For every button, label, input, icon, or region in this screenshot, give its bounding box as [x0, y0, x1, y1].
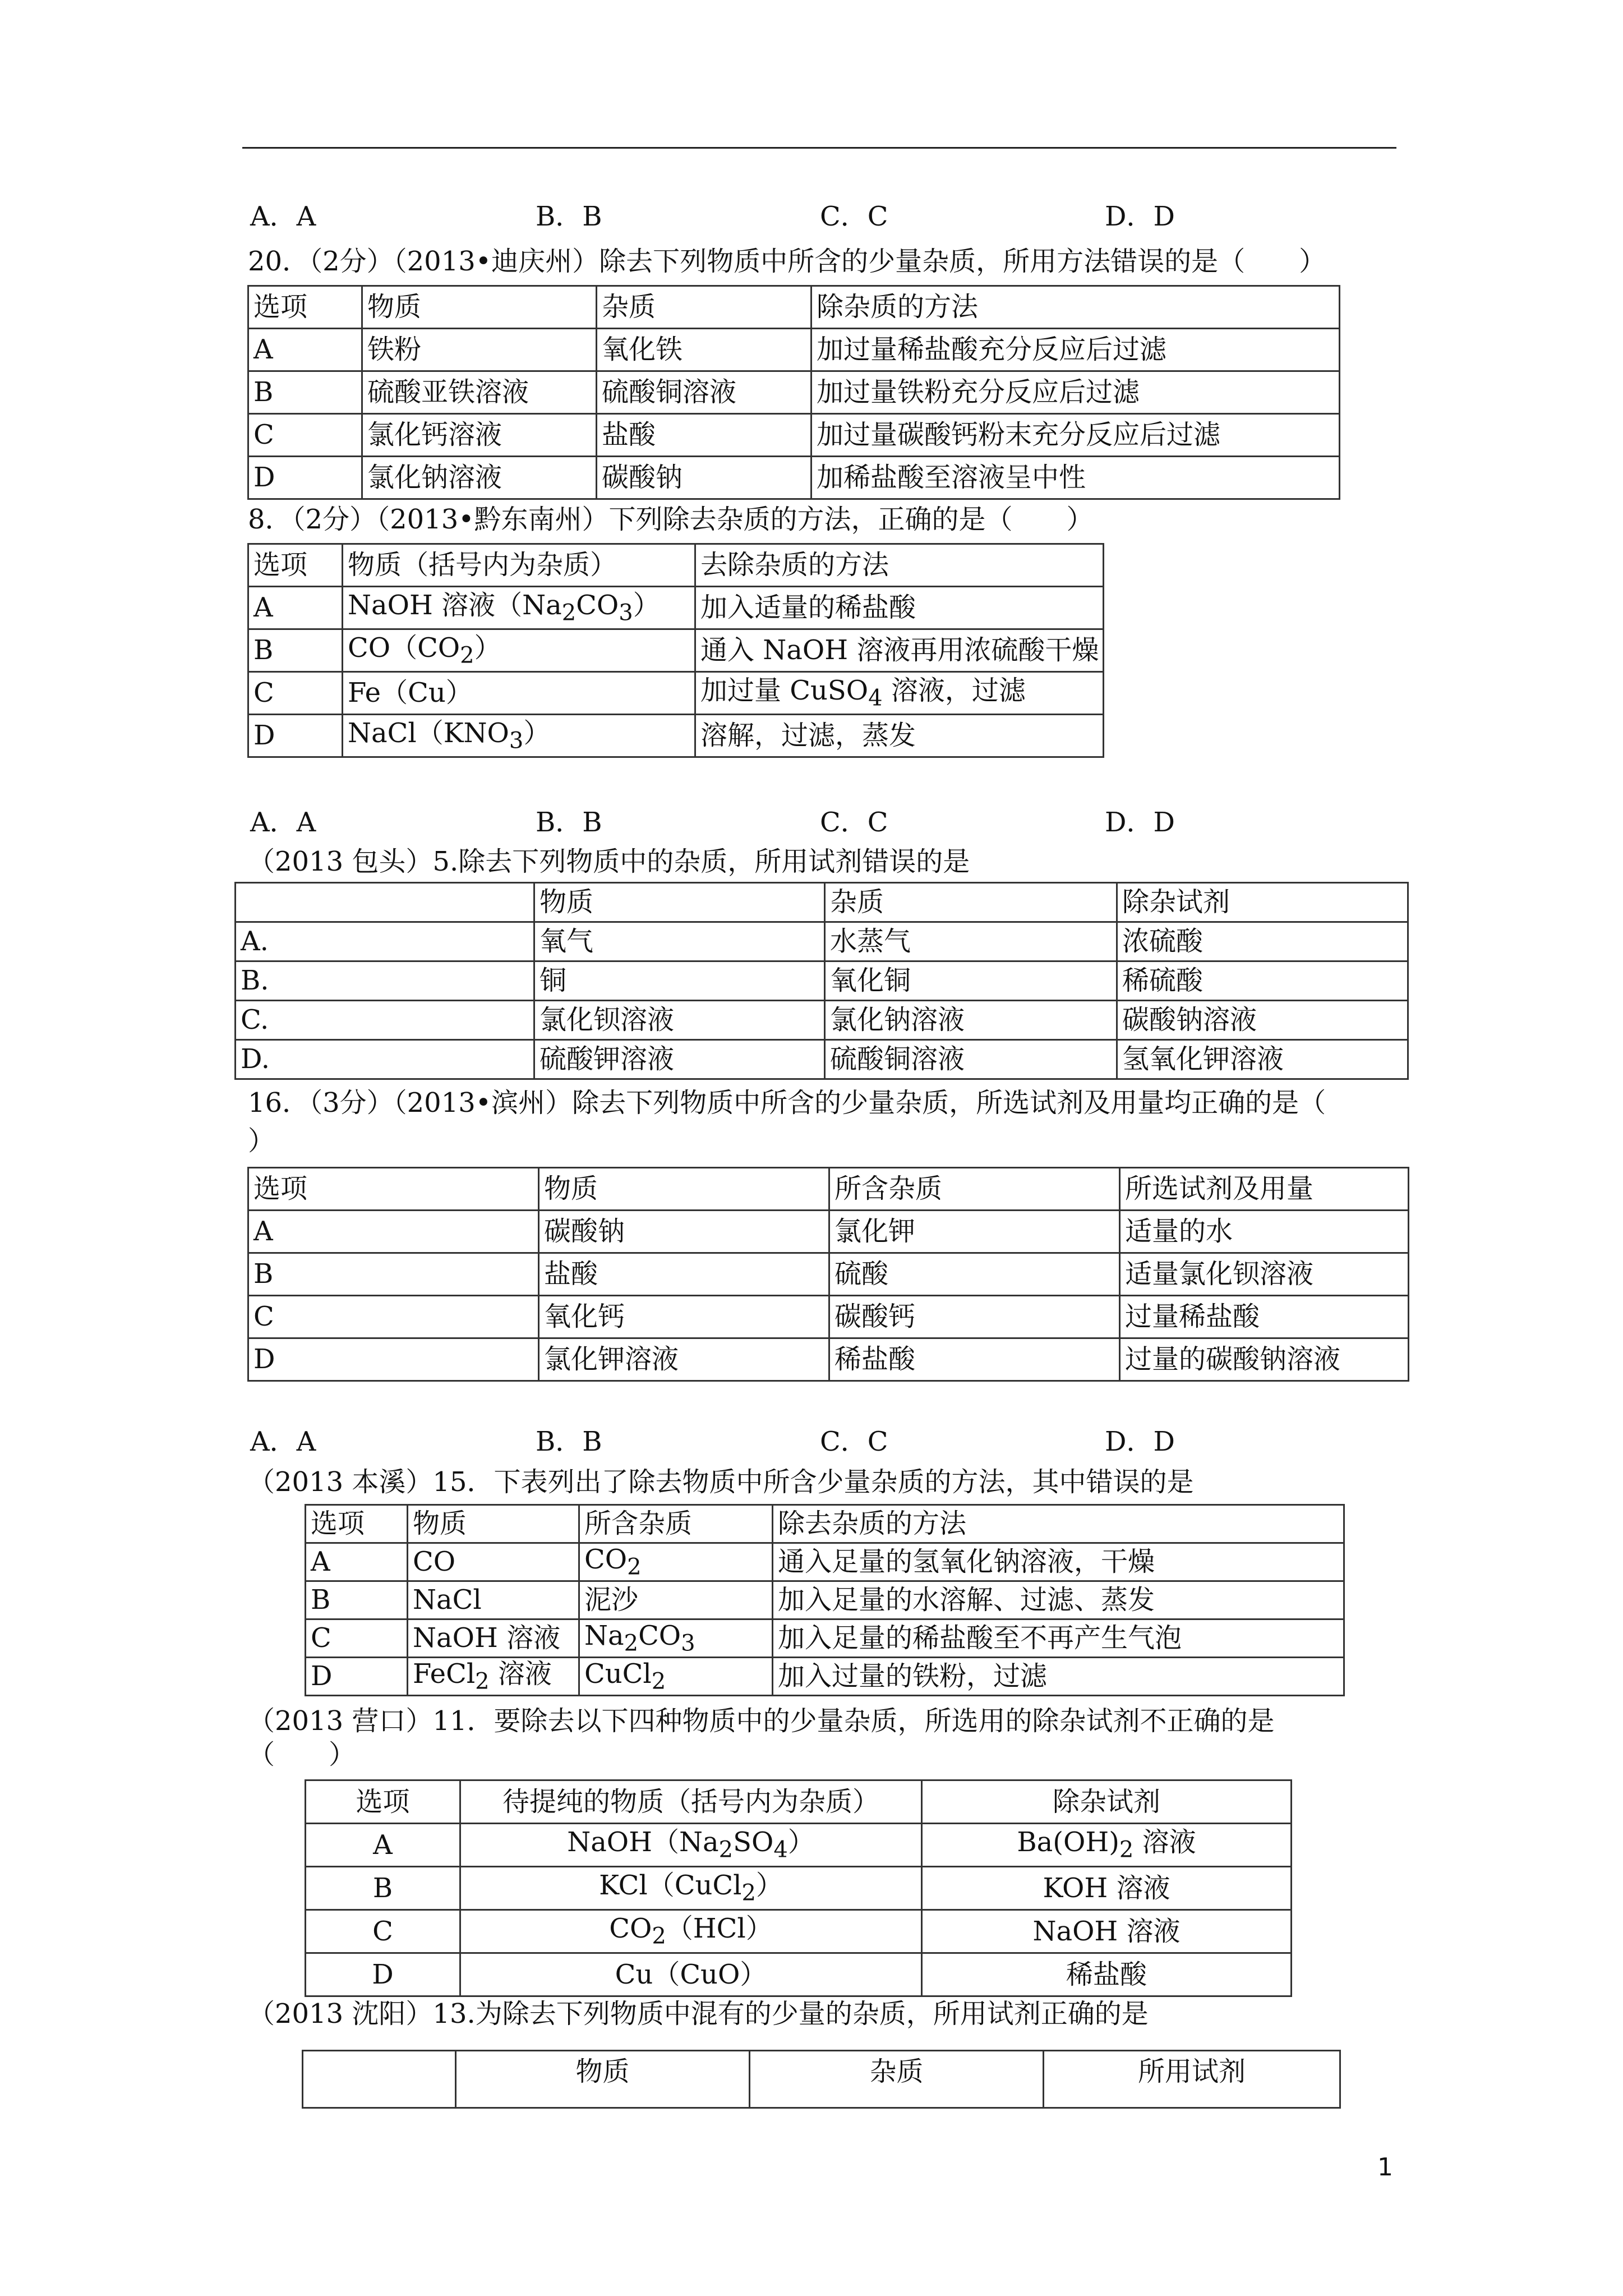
table-cell: 稀盐酸	[829, 1338, 1120, 1381]
page-number: 1	[1377, 2153, 1393, 2182]
data-table	[302, 2050, 1341, 2109]
table-row	[248, 629, 1104, 672]
header-rule	[242, 147, 1396, 149]
table-header: 除杂试剂	[1117, 883, 1408, 922]
data-table	[247, 1167, 1409, 1382]
table-cell: 盐酸	[597, 414, 811, 457]
table-row	[306, 1581, 1344, 1619]
table-cell: 氢氧化钾溶液	[1117, 1040, 1408, 1079]
question-stem: 8．（2分）（2013•黔东南州）下列除去杂质的方法，正确的是（ ）	[248, 504, 1094, 535]
table-header: 所含杂质	[579, 1505, 773, 1543]
table-cell: NaOH 溶液$(Na_2CO_3)$	[343, 587, 695, 629]
table-cell: B.	[236, 961, 534, 1001]
table-cell: 氧化铁	[597, 329, 811, 371]
table-cell: 泥沙	[579, 1581, 773, 1619]
table-cell: B	[248, 371, 362, 414]
question-stem: （2013 营口）11．要除去以下四种物质中的少量杂质，所选用的除杂试剂不正确的是	[248, 1705, 1275, 1737]
option-c: C．C	[820, 807, 888, 838]
table-cell: 硫酸亚铁溶液	[362, 371, 597, 414]
table-row	[236, 961, 1408, 1001]
option-a: A．A	[250, 1426, 316, 1457]
table-cell: 盐酸	[539, 1253, 829, 1296]
table-cell: $NaCl(KNO_3)$	[343, 715, 695, 757]
table-cell: 稀盐酸	[922, 1953, 1292, 1996]
question-stem: （2013 沈阳）13.为除去下列物质中混有的少量的杂质，所用试剂正确的是	[248, 1998, 1149, 2030]
question-stem: （2013 包头）5.除去下列物质中的杂质，所用试剂错误的是	[248, 846, 970, 877]
table-header: 物质	[408, 1505, 579, 1543]
table-cell: $NaOH(Na_2SO_4)$	[460, 1824, 922, 1867]
table-cell: NaOH 溶液	[922, 1910, 1292, 1953]
table-cell: A	[248, 329, 362, 371]
table-row	[306, 1867, 1292, 1910]
table-row	[248, 457, 1340, 499]
table-cell: $CO(CO_2)$	[343, 629, 695, 672]
option-a: A．A	[250, 807, 316, 838]
table-cell: 适量的水	[1120, 1211, 1409, 1253]
table-header: 所含杂质	[829, 1168, 1120, 1211]
option-d: D．D	[1105, 201, 1175, 232]
table-row	[236, 1040, 1408, 1079]
table-cell: 氧化钙	[539, 1296, 829, 1338]
option-b: B．B	[536, 1426, 602, 1457]
table-cell: $Ba(OH)_2$ 溶液	[922, 1824, 1292, 1867]
table-cell: 硫酸铜溶液	[825, 1040, 1117, 1079]
table-cell: 加过量 CuSO$_4$ 溶液，过滤	[695, 672, 1104, 715]
table-cell: 硫酸	[829, 1253, 1120, 1296]
table-cell: CuCl$_2$	[579, 1658, 773, 1696]
option-c: C．C	[820, 201, 888, 232]
table-header: 所选试剂及用量	[1120, 1168, 1409, 1211]
table-cell: 加过量铁粉充分反应后过滤	[811, 371, 1340, 414]
question-stem: 20．（2分）（2013•迪庆州）除去下列物质中所含的少量杂质，所用方法错误的是（ ）	[248, 246, 1326, 277]
option-d: D．D	[1105, 1426, 1175, 1457]
option-d: D．D	[1105, 807, 1175, 838]
table-cell: C	[306, 1619, 408, 1658]
table-cell: D	[248, 715, 343, 757]
table-cell: 碳酸钠溶液	[1117, 1001, 1408, 1040]
table-cell: 过量的碳酸钠溶液	[1120, 1338, 1409, 1381]
table-row	[236, 1001, 1408, 1040]
table-row	[306, 1658, 1344, 1696]
table-cell: Fe（Cu）	[343, 672, 695, 715]
table-header: 物质	[534, 883, 825, 922]
table-row	[248, 672, 1104, 715]
table-cell: 氧化铜	[825, 961, 1117, 1001]
option-c: C．C	[820, 1426, 888, 1457]
table-cell: 氯化钡溶液	[534, 1001, 825, 1040]
table-cell: NaOH 溶液	[408, 1619, 579, 1658]
table-row	[248, 329, 1340, 371]
table-row	[248, 715, 1104, 757]
table-cell: 通入 NaOH 溶液再用浓硫酸干燥	[695, 629, 1104, 672]
table-cell: $CO_2$	[579, 1543, 773, 1581]
table-cell: 通入足量的氢氧化钠溶液，干燥	[773, 1543, 1344, 1581]
table-header: 杂质	[750, 2051, 1044, 2108]
table-header: 除杂质的方法	[811, 286, 1340, 329]
data-table	[305, 1504, 1345, 1696]
table-header: 选项	[248, 1168, 539, 1211]
option-a: A．A	[250, 201, 316, 232]
table-cell: 加入过量的铁粉，过滤	[773, 1658, 1344, 1696]
table-cell: 溶解，过滤，蒸发	[695, 715, 1104, 757]
table-header: 物质（括号内为杂质）	[343, 544, 695, 587]
table-cell: A	[306, 1824, 460, 1867]
option-b: B．B	[536, 807, 602, 838]
table-cell: A.	[236, 922, 534, 961]
table-cell: 加入适量的稀盐酸	[695, 587, 1104, 629]
table-cell: CO	[408, 1543, 579, 1581]
table-header: 杂质	[597, 286, 811, 329]
question-stem: 16．（3分）（2013•滨州）除去下列物质中所含的少量杂质，所选试剂及用量均正确的是（	[248, 1087, 1326, 1119]
table-cell: 氯化钠溶液	[825, 1001, 1117, 1040]
table-row	[306, 1543, 1344, 1581]
table-header	[303, 2051, 456, 2108]
table-header: 物质	[539, 1168, 829, 1211]
table-header: 选项	[248, 286, 362, 329]
table-cell: D	[306, 1953, 460, 1996]
table-cell: B	[306, 1581, 408, 1619]
table-cell: FeCl$_2$ 溶液	[408, 1658, 579, 1696]
table-cell: 碳酸钙	[829, 1296, 1120, 1338]
data-table	[247, 285, 1340, 500]
data-table	[234, 882, 1409, 1080]
table-cell: KCl（CuCl$_2$）	[460, 1867, 922, 1910]
table-header: 选项	[306, 1505, 408, 1543]
table-row	[248, 1253, 1409, 1296]
table-header: 所用试剂	[1044, 2051, 1340, 2108]
table-cell: 氯化钾	[829, 1211, 1120, 1253]
data-table	[305, 1779, 1292, 1997]
table-cell: 铜	[534, 961, 825, 1001]
table-cell: 加过量稀盐酸充分反应后过滤	[811, 329, 1340, 371]
table-header: 物质	[456, 2051, 750, 2108]
table-header: 杂质	[825, 883, 1117, 922]
table-cell: D	[306, 1658, 408, 1696]
table-cell: 加入足量的稀盐酸至不再产生气泡	[773, 1619, 1344, 1658]
table-row	[248, 1211, 1409, 1253]
table-cell: 加过量碳酸钙粉末充分反应后过滤	[811, 414, 1340, 457]
table-cell: 加入足量的水溶解、过滤、蒸发	[773, 1581, 1344, 1619]
table-header: 除去杂质的方法	[773, 1505, 1344, 1543]
table-cell: B	[248, 1253, 539, 1296]
table-row	[306, 1824, 1292, 1867]
table-header: 物质	[362, 286, 597, 329]
table-cell: D	[248, 457, 362, 499]
table-cell: 过量稀盐酸	[1120, 1296, 1409, 1338]
table-cell: 氯化钙溶液	[362, 414, 597, 457]
table-header: 选项	[306, 1780, 460, 1824]
table-cell: 硫酸铜溶液	[597, 371, 811, 414]
option-b: B．B	[536, 201, 602, 232]
table-row	[248, 587, 1104, 629]
table-cell: 氯化钾溶液	[539, 1338, 829, 1381]
table-cell: $Na_2CO_3$	[579, 1619, 773, 1658]
table-cell: KOH 溶液	[922, 1867, 1292, 1910]
table-row	[248, 1338, 1409, 1381]
table-cell: 氯化钠溶液	[362, 457, 597, 499]
table-header: 选项	[248, 544, 343, 587]
table-row	[248, 1296, 1409, 1338]
table-cell: C	[248, 672, 343, 715]
question-stem: （2013 本溪）15．下表列出了除去物质中所含少量杂质的方法，其中错误的是	[248, 1466, 1194, 1498]
table-cell: C	[248, 1296, 539, 1338]
table-cell: 适量氯化钡溶液	[1120, 1253, 1409, 1296]
table-cell: A	[248, 587, 343, 629]
table-cell: NaCl	[408, 1581, 579, 1619]
table-cell: C	[306, 1910, 460, 1953]
table-header: 待提纯的物质（括号内为杂质）	[460, 1780, 922, 1824]
table-row	[306, 1619, 1344, 1658]
table-cell: 加稀盐酸至溶液呈中性	[811, 457, 1340, 499]
table-cell: 碳酸钠	[539, 1211, 829, 1253]
table-cell: 硫酸钾溶液	[534, 1040, 825, 1079]
table-cell: A	[306, 1543, 408, 1581]
table-cell: C	[248, 414, 362, 457]
table-cell: C.	[236, 1001, 534, 1040]
table-cell: B	[248, 629, 343, 672]
table-row	[306, 1953, 1292, 1996]
table-row	[248, 371, 1340, 414]
table-cell: 稀硫酸	[1117, 961, 1408, 1001]
table-row	[236, 922, 1408, 961]
table-cell: B	[306, 1867, 460, 1910]
question-stem-continued: ）	[248, 1125, 275, 1157]
data-table	[247, 543, 1104, 758]
question-stem-continued: （ ）	[248, 1739, 356, 1770]
table-cell: D.	[236, 1040, 534, 1079]
table-header: 去除杂质的方法	[695, 544, 1104, 587]
table-cell: A	[248, 1211, 539, 1253]
table-cell: 水蒸气	[825, 922, 1117, 961]
table-cell: Cu（CuO）	[460, 1953, 922, 1996]
table-cell: 铁粉	[362, 329, 597, 371]
table-cell: 浓硫酸	[1117, 922, 1408, 961]
table-header	[236, 883, 534, 922]
table-cell: 氧气	[534, 922, 825, 961]
table-header: 除杂试剂	[922, 1780, 1292, 1824]
table-cell: 碳酸钠	[597, 457, 811, 499]
table-row	[306, 1910, 1292, 1953]
table-row	[248, 414, 1340, 457]
table-cell: $CO_2(HCl)$	[460, 1910, 922, 1953]
table-cell: D	[248, 1338, 539, 1381]
